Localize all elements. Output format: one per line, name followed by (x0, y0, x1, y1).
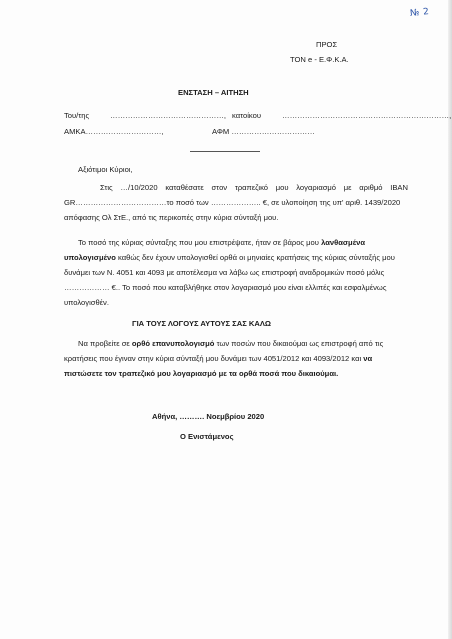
signer-label: Ο Ενιστάμενος (180, 432, 234, 441)
p2-emphasis: υπολογισμένο (64, 253, 116, 262)
p1-word: στον (211, 183, 228, 192)
p1-word: Στις (100, 183, 113, 192)
paragraph-3-line-3: πιστώσετε τον τραπεζικό μου λογαριασμό με τα ορθά ποσά που δικαιούμαι. (64, 369, 339, 378)
p3-text: των ποσών που δικαιούμαι ως επιστροφή από τις (216, 339, 384, 348)
label-name: Του/της (64, 111, 90, 120)
dots-residence: …………………………………………………………, (282, 111, 452, 120)
p1-word: με (343, 183, 352, 192)
section-heading: ΓΙΑ ΤΟΥΣ ΛΟΓΟΥΣ ΑΥΤΟΥΣ ΣΑΣ ΚΑΛΩ (132, 319, 272, 328)
p3-emphasis: να (363, 354, 373, 363)
label-amka: ΑΜΚΑ…………………………, (64, 127, 164, 136)
p3-text: Να προβείτε σε (78, 339, 130, 348)
label-residence: κατοίκου (232, 111, 261, 120)
p1-word: μου (275, 183, 289, 192)
p1-word: IBAN (390, 183, 408, 192)
paragraph-2-line-1 (78, 238, 365, 248)
paragraph-2-line-3: δυνάμει των Ν. 4051 και 4093 με αποτέλεσμα να λάβω ως επιστροφή αναδρομικών ποσό μόλις (64, 268, 385, 277)
p1-word: καταθέσατε (165, 183, 204, 192)
paragraph-3-line-1 (78, 339, 383, 349)
handwritten-page-number: № 2 (409, 7, 430, 19)
place-date: Αθήνα, ………. Νοεμβρίου 2020 (152, 412, 265, 421)
p1-word: λογαριασμό (296, 183, 337, 192)
dots-name: ………………………………………, (110, 111, 227, 120)
p3-emphasis: ορθό επανυπολογισμό (131, 339, 215, 348)
paragraph-1-line-2: GR………………………………το ποσό των ……………….. €, σε υλοποίηση της υπ' αριθ. 1439/2020 (64, 198, 401, 207)
paragraph-2-line-5: υπολογισθέν. (64, 298, 109, 307)
paragraph-2-line-2 (64, 253, 395, 263)
p1-word: τραπεζικό (234, 183, 269, 192)
recipient-line-1: ΠΡΟΣ (316, 40, 338, 49)
p2-text: καθώς δεν έχουν υπολογισθεί ορθά οι μηνιαίες κρατήσεις της κύριας σύνταξής μου (118, 253, 395, 262)
salutation: Αξιότιμοι Κύριοι, (78, 165, 133, 174)
separator-rule (190, 151, 260, 152)
paragraph-2-line-4: ……………… €.. Το ποσό που καταβλήθηκε στον λογαριασμό μου είναι ελλιπές και εσφαλμένως (64, 283, 387, 292)
scan-edge (448, 0, 452, 639)
p1-word: …/10/2020 (120, 183, 158, 192)
p1-word: αριθμό (359, 183, 383, 192)
p2-emphasis: λανθασμένα (321, 238, 366, 247)
p2-text: Το ποσό της κύριας σύνταξης που μου επιστρέψατε, ήταν σε βάρος μου (78, 238, 319, 247)
paragraph-1-line-1 (100, 183, 408, 193)
paragraph-3-line-2 (64, 354, 372, 364)
paragraph-1-line-3: απόφασης Ολ ΣτΕ., από τις περικοπές στην κύρια σύνταξή μου. (64, 213, 279, 222)
recipient-line-2: ΤΟΝ e - Ε.Φ.Κ.Α. (290, 55, 349, 64)
document-title: ΕΝΣΤΑΣΗ – ΑΙΤΗΣΗ (178, 88, 249, 97)
p3-text: κρατήσεις που έγιναν στην κύρια σύνταξή μου δυνάμει των 4051/2012 και 4093/2012 και (64, 354, 362, 363)
label-afm: ΑΦΜ …………………………… (212, 127, 315, 136)
